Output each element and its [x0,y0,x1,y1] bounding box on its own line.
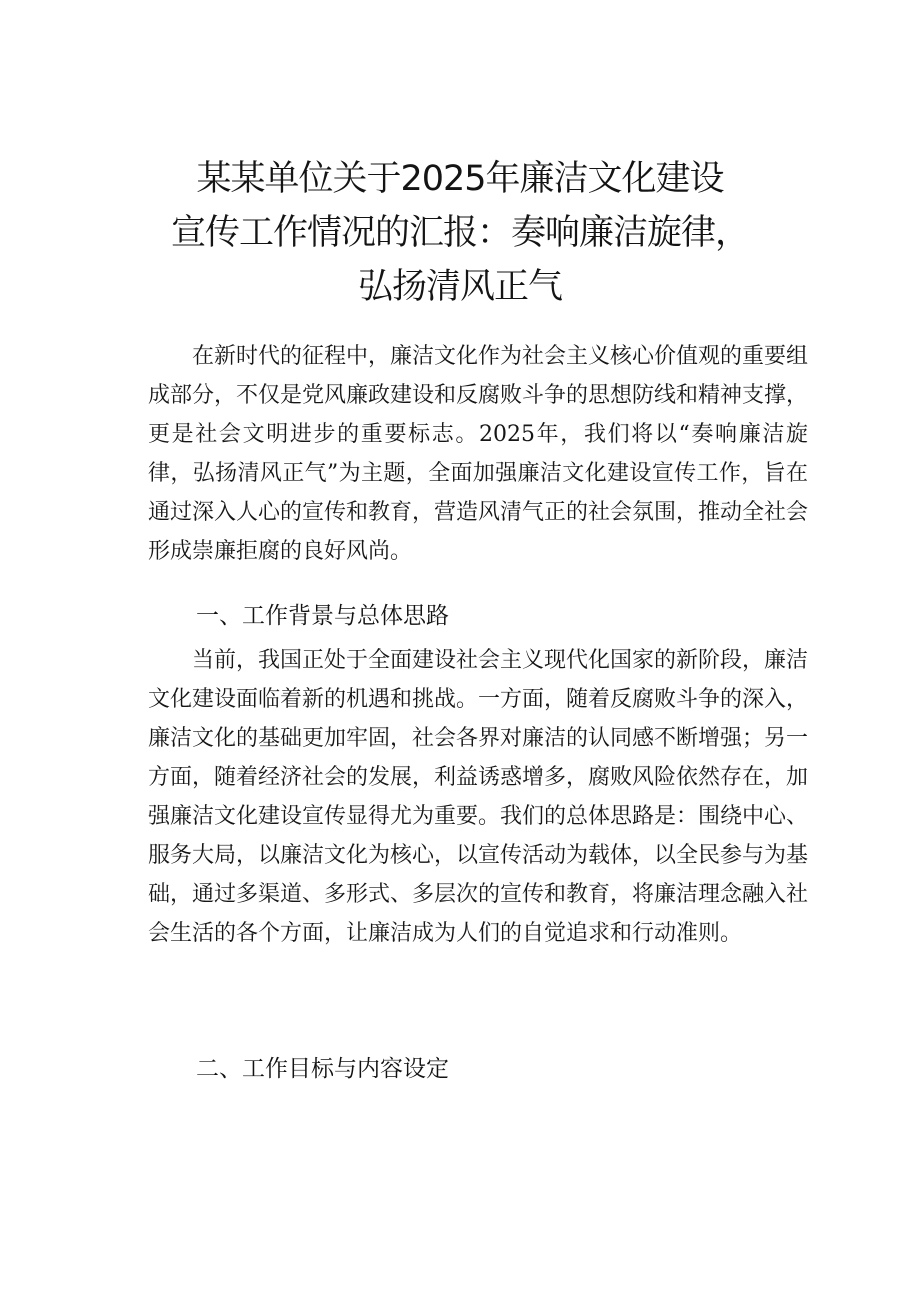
section-1-paragraph: 当前，我国正处于全面建设社会主义现代化国家的新阶段，廉洁文化建设面临着新的机遇和挑战。一方面，随着反腐败斗争的深入，廉洁文化的基础更加牢固，社会各界对廉洁的认同感不断增强；另一方面，随着经济社会的发展，利益诱惑增多，腐败风险依然存在，加强廉洁文化建设宣传显得尤为重要。我们的总体思路是：围绕中心、服务大局，以廉洁文化为核心，以宣传活动为载体，以全民参与为基础，通过多渠道、多形式、多层次的宣传和教育，将廉洁理念融入社会生活的各个方面，让廉洁成为人们的自觉追求和行动准则。 [148,648,809,946]
document-title [120,152,800,314]
section-1-body [148,641,808,953]
title-line-2: 宣传工作情况的汇报：奏响廉洁旋律， [170,213,749,253]
title-line-1: 某某单位关于2025年廉洁文化建设 [196,159,724,199]
section-heading-1: 一、工作背景与总体思路 [196,603,449,629]
intro-section [148,337,808,571]
section-heading-2: 二、工作目标与内容设定 [196,1056,449,1082]
title-line-3: 弘扬清风正气 [357,267,562,307]
intro-paragraph: 在新时代的征程中，廉洁文化作为社会主义核心价值观的重要组成部分，不仅是党风廉政建设和反腐败斗争的思想防线和精神支撑，更是社会文明进步的重要标志。2025年，我们将以“奏响廉洁旋律，弘扬清风正气”为主题，全面加强廉洁文化建设宣传工作，旨在通过深入人心的宣传和教育，营造风清气正的社会氛围，推动全社会形成崇廉拒腐的良好风尚。 [148,344,809,564]
